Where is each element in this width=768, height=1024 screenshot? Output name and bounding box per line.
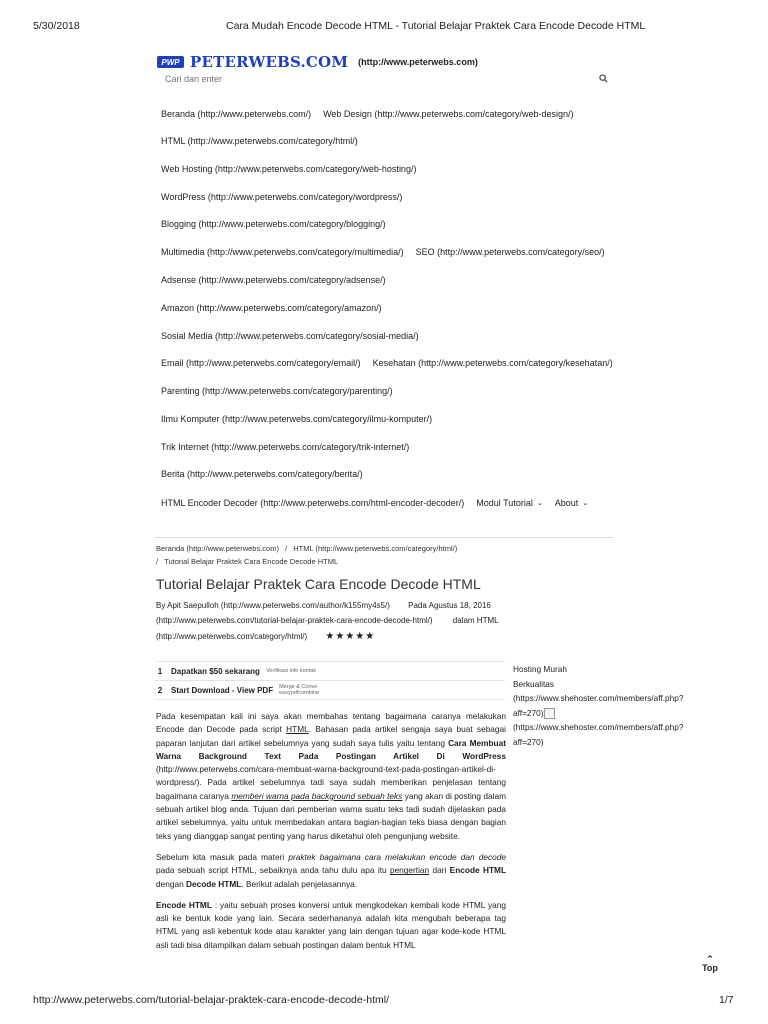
breadcrumb	[156, 544, 457, 553]
nav-row	[161, 442, 409, 452]
paragraph	[156, 899, 506, 952]
text: dari	[429, 865, 450, 876]
chevron-down-icon: ⌄	[582, 500, 589, 507]
background-teks-link[interactable]: memberi warna pada background sebuah teks	[231, 790, 403, 801]
nav-row-last	[161, 498, 588, 508]
nav-row	[161, 358, 613, 368]
sidebar-line-with-image	[513, 706, 703, 721]
nav-item[interactable]: Berita (http://www.peterwebs.com/category/berita/)	[161, 469, 363, 479]
ad-label[interactable]: Dapatkan $50 sekarang	[171, 666, 260, 676]
nav-item[interactable]: Web Design (http://www.peterwebs.com/category/web-design/)	[323, 109, 574, 119]
sidebar-line: Berkualitas	[513, 678, 555, 689]
article-title: Tutorial Belajar Praktek Cara Encode Decode HTML	[156, 576, 481, 592]
nav-row	[161, 414, 432, 424]
nav-row	[161, 331, 419, 341]
back-to-top-button[interactable]	[698, 956, 722, 973]
nav-row	[161, 109, 574, 119]
ad-number: 2	[157, 685, 163, 695]
text: Sebelum kita masuk pada materi	[156, 851, 289, 862]
breadcrumb-line2	[156, 557, 338, 566]
ad-row[interactable]	[155, 661, 505, 680]
search-input[interactable]	[165, 74, 565, 84]
sidebar-line: aff=270)	[513, 707, 544, 718]
paragraph	[156, 710, 506, 843]
article-body	[156, 710, 506, 960]
author-link[interactable]: By Apit Saepulloh (http://www.peterwebs.com/author/k155my4s5/)	[156, 601, 390, 610]
broken-image-icon[interactable]	[544, 708, 555, 719]
text: : yaitu sebuah proses konversi untuk mengkodekan kembali kode HTML yang asli ke bentuk kode yang lain. Secara sederhananya adalah kita mengubah beberapa tag HTML yang asli kebentuk kode atau karakter yang lain dengan tujuan agar kode-kode HTML asli tadi bisa ditampilkan dalam sebuah postingan dalam bentuk HTML	[156, 899, 506, 950]
nav-item[interactable]: Amazon (http://www.peterwebs.com/category/amazon/)	[161, 303, 382, 313]
nav-item[interactable]: Ilmu Komputer (http://www.peterwebs.com/category/ilmu-komputer/)	[161, 414, 433, 424]
paragraph	[156, 851, 506, 891]
post-category-url[interactable]: (http://www.peterwebs.com/category/html/)	[156, 632, 308, 641]
ad-note: Merge & Conve easypdfcombine	[279, 684, 320, 696]
nav-item[interactable]: Kesehatan (http://www.peterwebs.com/category/kesehatan/)	[372, 358, 613, 368]
top-label: Top	[702, 963, 718, 973]
ad-row[interactable]	[155, 680, 505, 700]
site-logo[interactable]	[157, 53, 478, 71]
sidebar-line: (https://www.shehoster.com/members/aff.php?	[513, 693, 684, 704]
divider	[155, 537, 613, 538]
article-meta-line3	[156, 631, 375, 642]
nav-row	[161, 192, 402, 202]
strong: Encode HTML	[449, 865, 507, 876]
ad-number: 1	[157, 666, 163, 676]
ad-note: Verifikasi info kontak	[265, 668, 317, 674]
logo-name: PETERWEBS.COM	[190, 53, 349, 71]
text: Pada kesempatan kali ini saya akan membahas tentang bagaimana caranya melakukan Encode dan Decode pada script	[156, 711, 506, 735]
nav-item[interactable]: Web Hosting (http://www.peterwebs.com/category/web-hosting/)	[161, 164, 417, 174]
nav-item-encoder-decoder[interactable]: HTML Encoder Decoder (http://www.peterwebs.com/html-encoder-decoder/)	[161, 498, 465, 508]
post-category-label[interactable]: dalam HTML	[452, 616, 499, 625]
nav-row	[161, 219, 386, 229]
nav-item-modul-tutorial[interactable]	[476, 498, 542, 508]
nav-row	[161, 164, 416, 174]
print-date: 5/30/2018	[33, 20, 80, 32]
nav-row	[161, 469, 363, 479]
search-icon[interactable]	[599, 74, 608, 85]
breadcrumb-home[interactable]: Beranda (http://www.peterwebs.com)	[156, 544, 279, 553]
nav-item[interactable]: SEO (http://www.peterwebs.com/category/seo/)	[415, 247, 605, 257]
nav-item[interactable]: Trik Internet (http://www.peterwebs.com/category/trik-internet/)	[161, 442, 410, 452]
nav-item-about-label: About	[554, 498, 579, 508]
sidebar-line: (https://www.shehoster.com/members/aff.php?	[513, 722, 684, 733]
text: pada sebuah script HTML, sebaiknya anda tahu dulu apa itu	[156, 865, 390, 876]
post-date: Pada Agustus 18, 2016	[408, 601, 491, 610]
nav-row	[161, 247, 605, 257]
logo-badge: PWP	[157, 56, 184, 68]
text: (http://www.peterwebs.com/cara-membuat-warna-background-text-pada-postingan-artikel-di-wordpress/). Pada artikel sebelumnya tadi saya sudah memberikan penjelasan tentang bagaimana caranya	[156, 764, 506, 801]
strong: Encode HTML	[156, 899, 212, 910]
article-meta-line2	[156, 616, 499, 625]
sidebar-hosting-ad[interactable]	[513, 662, 703, 750]
pengertian-link[interactable]: pengertian	[389, 865, 430, 876]
print-title: Cara Mudah Encode Decode HTML - Tutorial Belajar Praktek Cara Encode Decode HTML	[226, 20, 646, 32]
nav-item-about[interactable]	[555, 498, 588, 508]
breadcrumb-separator: /	[285, 544, 288, 553]
post-permalink[interactable]: (http://www.peterwebs.com/tutorial-belajar-praktek-cara-encode-decode-html/)	[156, 616, 433, 625]
html-link[interactable]: HTML	[286, 724, 309, 735]
nav-item[interactable]: Parenting (http://www.peterwebs.com/category/parenting/)	[161, 386, 393, 396]
strong: Decode HTML	[186, 878, 242, 889]
nav-item[interactable]: Blogging (http://www.peterwebs.com/category/blogging/)	[161, 219, 386, 229]
nav-row	[161, 386, 393, 396]
logo-url: (http://www.peterwebs.com)	[358, 57, 478, 67]
text: yang akan di posting dalam sebuah artikel blog anda. Tujuan dari pemberian warna suatu teks tadi sudah dijelaskan pada artikel sebelumnya, yaitu untuk membedakan antara bagian-bagian teks biasa dengan bagian teks yang dianggap sangat penting yang harus diketahui oleh pengunjung website.	[156, 790, 506, 841]
text: . Berikut adalah penjelasannya.	[241, 878, 358, 889]
breadcrumb-current: Tutorial Belajar Praktek Cara Encode Decode HTML	[164, 557, 339, 566]
text: dengan	[156, 878, 186, 889]
related-article-link[interactable]: Cara Membuat Warna Background Text Pada Postingan Artikel Di WordPress	[156, 737, 506, 761]
sidebar-line: Hosting Murah	[513, 664, 567, 674]
article-meta-line1	[156, 601, 491, 610]
print-footer-url: http://www.peterwebs.com/tutorial-belajar-praktek-cara-encode-decode-html/	[33, 994, 389, 1006]
nav-item[interactable]: Multimedia (http://www.peterwebs.com/category/multimedia/)	[161, 247, 404, 257]
chevron-down-icon: ⌄	[536, 500, 543, 507]
nav-row	[161, 303, 382, 313]
emphasis: praktek bagaimana cara melakukan encode dan decode	[288, 851, 506, 862]
breadcrumb-separator: /	[156, 557, 159, 566]
print-page-number: 1/7	[719, 994, 734, 1006]
nav-item[interactable]: Sosial Media (http://www.peterwebs.com/category/sosial-media/)	[161, 331, 419, 341]
nav-item[interactable]: HTML (http://www.peterwebs.com/category/html/)	[161, 136, 358, 146]
text: . Bahasan pada artikel sengaja saya buat sebagai paparan lanjutan dari artikel sebelumnya yang sudah saya tulis yaitu tentang	[156, 724, 506, 748]
nav-item[interactable]: Email (http://www.peterwebs.com/category/email/)	[161, 358, 361, 368]
search-bar	[160, 72, 610, 88]
nav-item[interactable]: WordPress (http://www.peterwebs.com/category/wordpress/)	[161, 192, 403, 202]
sidebar-line: aff=270)	[513, 736, 544, 747]
nav-item-modul-label: Modul Tutorial	[476, 498, 533, 508]
nav-row	[161, 136, 358, 146]
chevron-up-icon: ⌃	[706, 954, 714, 964]
breadcrumb-category[interactable]: HTML (http://www.peterwebs.com/category/html/)	[293, 544, 458, 553]
ad-label[interactable]: Start Download - View PDF	[171, 685, 274, 695]
nav-row	[161, 275, 386, 285]
nav-item[interactable]: Beranda (http://www.peterwebs.com/)	[161, 109, 312, 119]
nav-item[interactable]: Adsense (http://www.peterwebs.com/category/adsense/)	[161, 275, 386, 285]
rating-stars[interactable]: ★★★★★	[325, 631, 376, 642]
